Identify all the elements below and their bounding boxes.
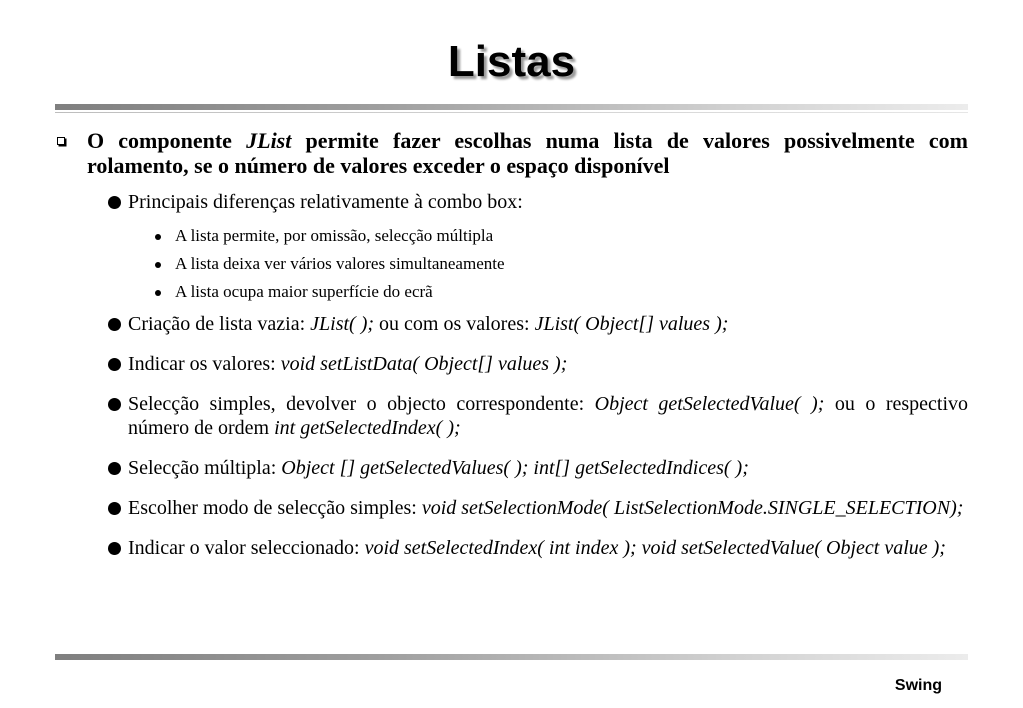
differences-heading: Principais diferenças relativamente à combo box:	[128, 191, 523, 213]
selection-mode-text: Escolher modo de selecção simples:	[128, 497, 422, 519]
single-selection-bullet	[108, 392, 968, 440]
slide-content	[55, 128, 968, 560]
small-bullet-icon	[155, 234, 161, 240]
difference-item	[155, 250, 968, 278]
multiple-selection-text: Selecção múltipla:	[128, 457, 282, 479]
slide-title: Listas	[447, 37, 576, 86]
round-bullet-icon	[108, 542, 121, 555]
creation-text-2: ou com os valores:	[374, 313, 535, 335]
round-bullet-icon	[108, 358, 121, 371]
creation-code-2: JList( Object[] values );	[534, 313, 729, 335]
top-divider-thin	[55, 112, 968, 113]
difference-item-text: A lista deixa ver vários valores simultaneamente	[175, 254, 505, 273]
selection-mode-code: void setSelectionMode( ListSelectionMode.SINGLE_SELECTION);	[421, 497, 964, 519]
round-bullet-icon	[108, 318, 121, 331]
differences-bullet	[108, 190, 968, 214]
single-selection-code-2: int getSelectedIndex( );	[274, 417, 461, 439]
set-selected-text: Indicar o valor seleccionado:	[128, 537, 365, 559]
multiple-selection-bullet	[108, 456, 968, 480]
single-selection-code-1: Object getSelectedValue( );	[594, 393, 825, 415]
top-divider	[55, 104, 968, 110]
set-values-bullet	[108, 352, 968, 376]
creation-text-1: Criação de lista vazia:	[128, 313, 311, 335]
creation-code-1: JList( );	[310, 313, 375, 335]
creation-bullet	[108, 312, 968, 336]
selection-mode-bullet	[108, 496, 968, 520]
round-bullet-icon	[108, 502, 121, 515]
single-selection-text-1: Selecção simples, devolver o objecto correspondente:	[128, 393, 595, 415]
round-bullet-icon	[108, 196, 121, 209]
bottom-divider	[55, 654, 968, 660]
single-selection-text-2: ou o respectivo número de ordem	[128, 393, 969, 439]
set-values-text: Indicar os valores:	[128, 353, 281, 375]
main-bullet	[55, 128, 968, 178]
main-bullet-text-2: permite fazer escolhas numa lista de valores possivelmente com rolamento, se o número de valores exceder o espaço disponível	[87, 128, 969, 178]
checkbox-bullet-icon	[57, 137, 65, 145]
set-selected-bullet	[108, 536, 968, 560]
main-bullet-text-1: O componente	[87, 128, 247, 153]
multiple-selection-code: Object [] getSelectedValues( ); int[] getSelectedIndices( );	[281, 457, 749, 479]
difference-item	[155, 278, 968, 306]
difference-item-text: A lista permite, por omissão, selecção múltipla	[175, 226, 494, 245]
footer-label: Swing	[894, 677, 942, 694]
set-values-code: void setListData( Object[] values );	[280, 353, 568, 375]
difference-item	[155, 222, 968, 250]
round-bullet-icon	[108, 398, 121, 411]
round-bullet-icon	[108, 462, 121, 475]
small-bullet-icon	[155, 262, 161, 268]
small-bullet-icon	[155, 290, 161, 296]
difference-item-text: A lista ocupa maior superfície do ecrã	[175, 282, 433, 301]
set-selected-code: void setSelectedIndex( int index ); void setSelectedValue( Object value );	[364, 537, 946, 559]
main-bullet-jlist: JList	[246, 128, 292, 153]
